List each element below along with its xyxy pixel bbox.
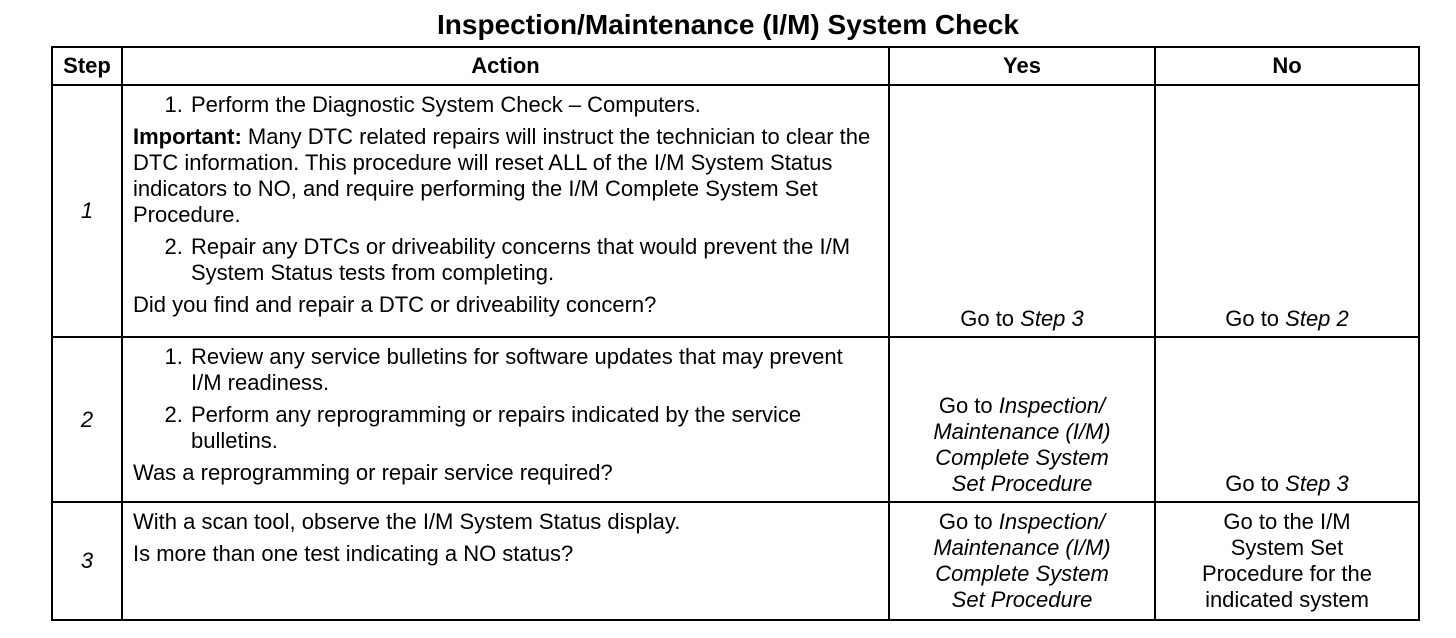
header-step: Step — [52, 47, 122, 85]
header-yes: Yes — [889, 47, 1155, 85]
no-text: Go to the I/M System Set Procedure for the indicated system — [1202, 509, 1372, 612]
action-item: 1. Review any service bulletins for software updates that may prevent I/M readiness. — [189, 344, 878, 396]
system-check-table — [51, 46, 1420, 621]
step-number: 2 — [52, 337, 122, 502]
page-title: Inspection/Maintenance (I/M) System Check — [437, 9, 1019, 40]
action-question: Was a reprogramming or repair service required? — [133, 460, 613, 485]
no-link[interactable]: Step 2 — [1285, 306, 1349, 331]
action-cell — [122, 337, 889, 502]
yes-link[interactable]: Inspection/ Maintenance (I/M) Complete System Set Procedure — [933, 509, 1111, 612]
action-item: 2. Repair any DTCs or driveability concerns that would prevent the I/M System Status tests from completing. — [189, 234, 878, 286]
header-no: No — [1155, 47, 1419, 85]
action-item: 2. Perform any reprogramming or repairs indicated by the service bulletins. — [189, 402, 878, 454]
table-row — [52, 337, 1419, 502]
yes-prefix: Go to — [938, 509, 999, 534]
yes-cell — [889, 502, 1155, 620]
table-row — [52, 85, 1419, 337]
important-label: Important: — [133, 124, 242, 149]
no-link[interactable]: Step 3 — [1285, 471, 1349, 496]
yes-cell — [889, 85, 1155, 337]
yes-prefix: Go to — [938, 393, 999, 418]
yes-link[interactable]: Step 3 — [1020, 306, 1084, 331]
no-cell — [1155, 85, 1419, 337]
header-action: Action — [122, 47, 889, 85]
no-prefix: Go to — [1225, 471, 1286, 496]
action-list — [133, 234, 878, 286]
no-cell — [1155, 337, 1419, 502]
action-cell — [122, 85, 889, 337]
yes-cell — [889, 337, 1155, 502]
important-text: Many DTC related repairs will instruct the technician to clear the DTC information. This procedure will reset ALL of the I/M System Status indicators to NO, and require performing the I/M Complete System Set Procedure. — [133, 124, 871, 227]
yes-prefix: Go to — [960, 306, 1021, 331]
action-item: 1. Perform the Diagnostic System Check – Computers. — [189, 92, 878, 118]
important-note — [133, 124, 878, 228]
action-question: Is more than one test indicating a NO status? — [133, 541, 574, 566]
header-row — [52, 47, 1419, 85]
action-list — [133, 344, 878, 454]
table-row — [52, 502, 1419, 620]
step-number: 3 — [52, 502, 122, 620]
action-line: With a scan tool, observe the I/M System Status display. — [133, 509, 681, 534]
step-number: 1 — [52, 85, 122, 337]
action-cell — [122, 502, 889, 620]
no-cell — [1155, 502, 1419, 620]
yes-link[interactable]: Inspection/ Maintenance (I/M) Complete System Set Procedure — [933, 393, 1111, 496]
no-prefix: Go to — [1225, 306, 1286, 331]
action-list — [133, 92, 878, 118]
action-question: Did you find and repair a DTC or driveability concern? — [133, 292, 657, 317]
